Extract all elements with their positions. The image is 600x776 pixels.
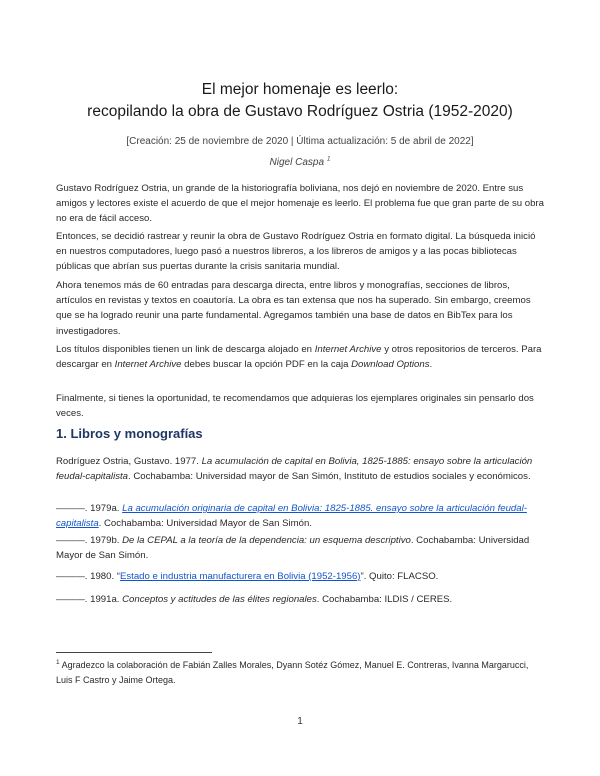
author-line [0, 157, 600, 168]
footnote [56, 658, 544, 688]
reference-author-year: ———. 1980. “ [56, 571, 120, 582]
reference-title: La acumulación de capital en Bolivia, 1825-1885: ensayo sobre la articulación feudal-capitalista [56, 456, 533, 483]
footnote-divider [56, 652, 212, 653]
intro-paragraph-5: Finalmente, si tienes la oportunidad, te recomendamos que adquieras los ejemplares originales sin pensarlo dos veces. [56, 393, 534, 420]
footnote-mark: 1 [56, 659, 60, 666]
intro-paragraph-1: Gustavo Rodríguez Ostria, un grande de la historiografía boliviana, nos dejó en noviembre de 2020. Entre sus amigos y lectores existe el acuerdo de que el mejor homenaje es leerlo. El problema fue que gran parte de su obra no era de fácil acceso. [56, 183, 544, 225]
section-heading-libros: 1. Libros y monografías [56, 426, 203, 441]
intro-p4-text: Los títulos disponibles tienen un link de descarga alojado en [56, 344, 315, 355]
reference-entry [56, 533, 544, 563]
intro-p4-text: y otros repositorios de terceros. Para descargar en [56, 344, 542, 371]
reference-author-year: ———. 1991a. [56, 594, 123, 605]
footnote-ref-mark[interactable]: 1 [326, 155, 331, 163]
reference-publisher: ”. Quito: FLACSO. [360, 571, 439, 582]
reference-publisher: . Cochabamba: ILDIS / CERES. [316, 594, 453, 605]
intro-paragraph-3: Ahora tenemos más de 60 entradas para descarga directa, entre libros y monografías, secciones de libros, artículos en revistas y textos en coautoría. La obra es tan extensa que nos ha superado. Sin embargo, creemos que se ha logrado reunir una parte fundamental. Agregamos también una base de datos en BibTex para los investigadores. [56, 280, 531, 337]
reference-title-link[interactable]: Estado e industria manufacturera en Bolivia (1952-1956) [119, 571, 361, 582]
download-options-term: Download Options [351, 359, 430, 371]
reference-title-link[interactable]: La acumulación originaria de capital en Bolivia: 1825-1885. ensayo sobre la articulación feudal-capitalista [56, 503, 527, 530]
page-number: 1 [297, 716, 303, 727]
reference-author-year: ———. 1979b. [56, 535, 123, 546]
document-dates: [Creación: 25 de noviembre de 2020 | Última actualización: 5 de abril de 2022] [126, 136, 474, 147]
reference-entry [56, 569, 544, 584]
reference-title: De la CEPAL a la teoría de la dependencia: un esquema descriptivo [122, 535, 411, 546]
reference-publisher: . Cochabamba: Universidad Mayor de San Simón. [98, 518, 312, 530]
footnote-text: Agradezco la colaboración de Fabián Zalles Morales, Dyann Sotéz Gómez, Manuel E. Contreras, Ivanna Margarucci, Luis F Castro y Jaime Ortega. [56, 660, 529, 685]
reference-entry [56, 592, 544, 607]
internet-archive-term: Internet Archive [314, 344, 382, 355]
reference-publisher: . Cochabamba: Universidad mayor de San Simón, Instituto de estudios sociales y económicos. [128, 471, 531, 483]
author-name: Nigel Caspa [269, 157, 325, 168]
intro-p4-text: debes buscar la opción PDF en la caja [181, 359, 352, 371]
reference-author-year: Rodríguez Ostria, Gustavo. 1977. [56, 456, 202, 467]
intro-p4-text: . [429, 359, 433, 371]
document-title-line1: El mejor homenaje es leerlo: [201, 81, 399, 98]
reference-entry [56, 501, 544, 531]
reference-publisher: . Cochabamba: Universidad Mayor de San Simón. [56, 535, 530, 562]
reference-author-year: ———. 1979a. [56, 503, 123, 514]
document-title-line2: recopilando la obra de Gustavo Rodríguez Ostria (1952-2020) [87, 103, 513, 120]
intro-paragraph-2: Entonces, se decidió rastrear y reunir la obra de Gustavo Rodríguez Ostria en formato digital. La búsqueda inició en nuestros computadores, luego pasó a nuestros libreros, a los libreros de amigos y a las pocas bibliotecas públicas que abrían sus puertas durante la crisis sanitaria mundial. [56, 231, 536, 273]
intro-paragraph-4 [56, 342, 544, 372]
internet-archive-term: Internet Archive [114, 359, 182, 371]
reference-title: Conceptos y actitudes de las élites regionales [122, 594, 317, 605]
reference-entry [56, 454, 544, 484]
